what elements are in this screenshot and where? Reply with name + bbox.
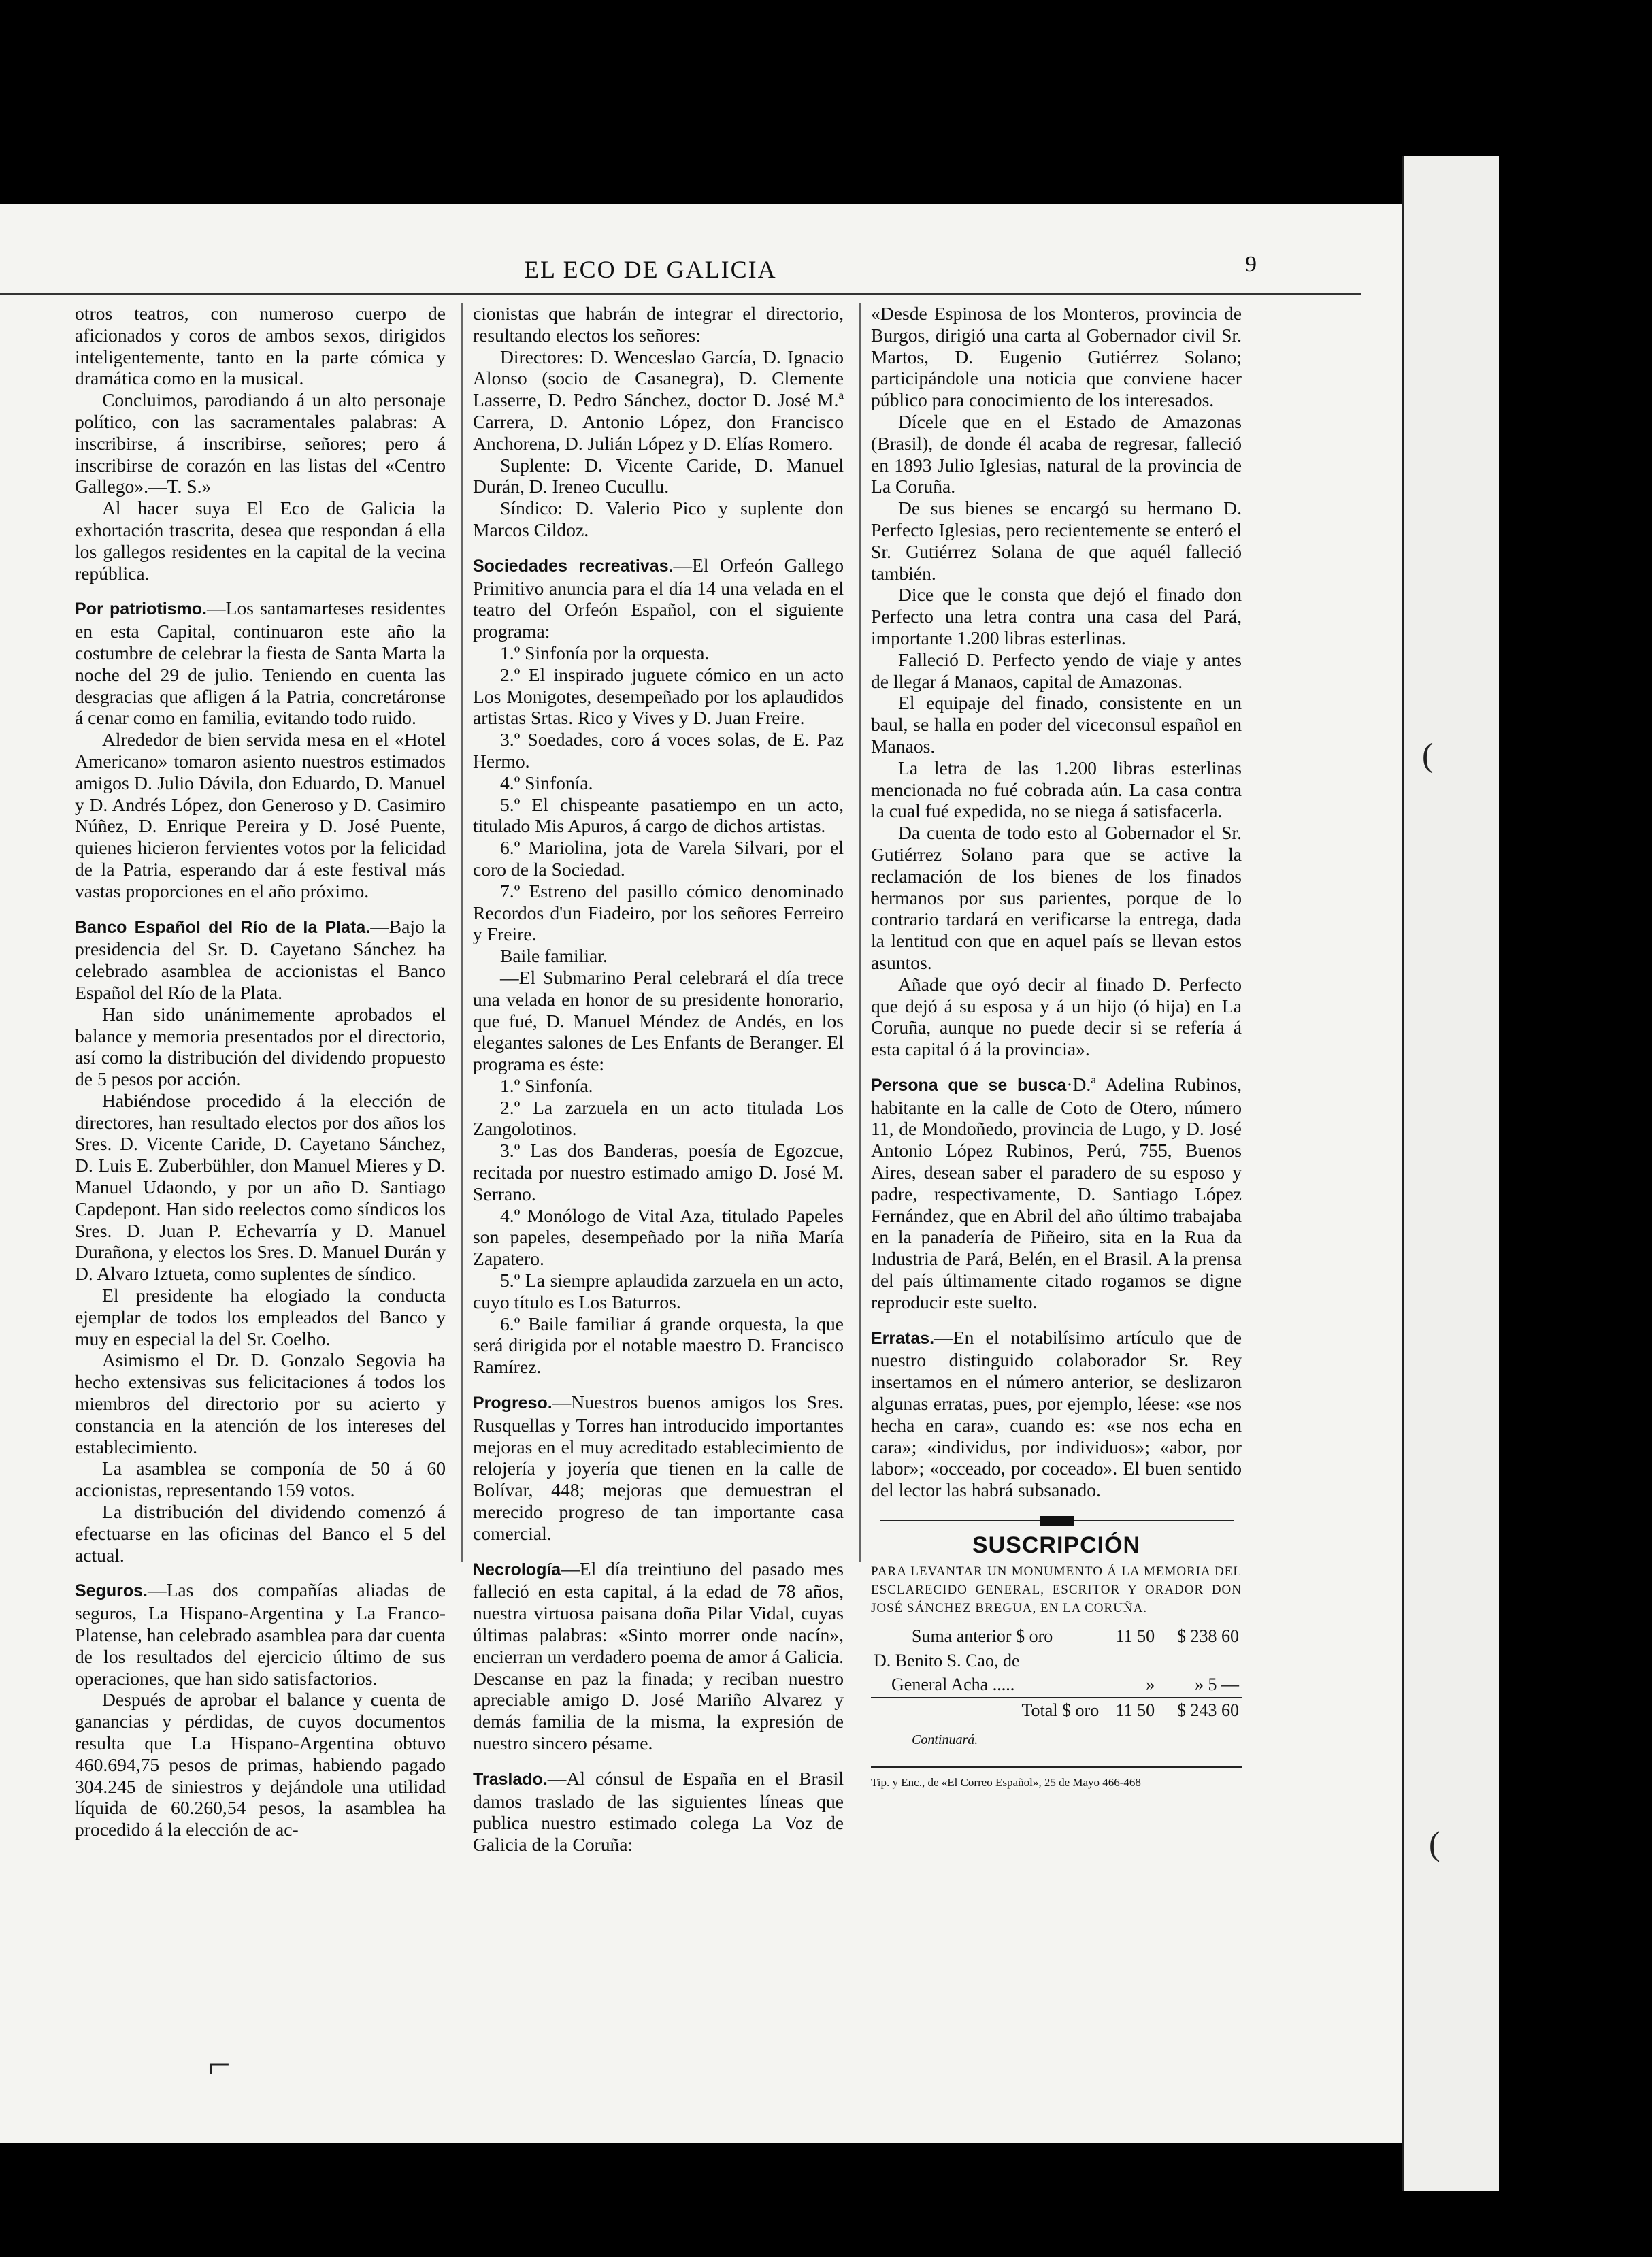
paragraph-text: El presidente ha elogiado la conducta ejemplar de todos los empleados del Banco y muy en especial la del Sr. Coelho. xyxy=(75,1285,446,1349)
section-rubric: Seguros. xyxy=(75,1581,148,1601)
article-paragraph xyxy=(75,1501,446,1566)
running-title: EL ECO DE GALICIA xyxy=(524,256,777,283)
paragraph-text: De sus bienes se encargó su hermano D. Perfecto Iglesias, pero recientemente se enteró el Sr. Gutiérrez Solana de que aquél falleció también. xyxy=(871,497,1242,584)
ledger-amount: 11 50 xyxy=(1115,1626,1155,1646)
paragraph-text: Concluimos, parodiando á un alto personaje político, con las sacramentales palabras: A inscribirse, á inscribirse, señores; pero á inscribirse de corazón en las listas del «Centro Gallego».—T. S.» xyxy=(75,389,446,497)
ledger-label: D. Benito S. Cao, de xyxy=(874,1650,1020,1670)
paragraph-text: Añade que oyó decir al finado D. Perfecto que dejó á su esposa y á un hijo (ó hija) en La Coruña, aunque no puede decir si se refería á esta capital ó á la provincia». xyxy=(871,973,1242,1060)
article-paragraph xyxy=(871,974,1242,1060)
article-paragraph xyxy=(75,389,446,497)
article-paragraph xyxy=(871,822,1242,974)
article-paragraph xyxy=(75,1689,446,1841)
article-paragraph xyxy=(473,1140,844,1204)
article-paragraph xyxy=(871,303,1242,411)
article-paragraph xyxy=(473,1270,844,1313)
article-paragraph xyxy=(75,1004,446,1090)
paragraph-text: Habiéndose procedido á la elección de directores, han resultado electos por dos años los Sres. D. Vicente Caride, D. Cayetano Sánchez, D. Luis E. Zuberbühler, don Manuel Mieres y D. Manuel Udaondo, y por un año D. Santiago Capdepont. Han sido reelectos como síndicos los Sres. D. Juan P. Echevarría y D. Manuel Durañona, y electos los Sres. D. Manuel Durán y D. Alvaro Iztueta, como suplentes de síndico. xyxy=(75,1089,446,1285)
ledger-amount: » 5 — xyxy=(1195,1675,1239,1695)
paragraph-text: 1.º Sinfonía por la orquesta. xyxy=(500,642,710,663)
paragraph-text: —El Orfeón Gallego Primitivo anuncia para el día 14 una velada en el teatro del Orfeón Español, con el siguiente programa: xyxy=(473,554,844,642)
article-paragraph-with-rubric xyxy=(871,1074,1242,1313)
article-paragraph xyxy=(871,584,1242,648)
paragraph-text: 3.º Las dos Banderas, poesía de Egozcue, recitada por nuestro estimado amigo D. José M. Serrano. xyxy=(473,1140,844,1204)
article-paragraph xyxy=(473,1075,844,1097)
article-paragraph-with-rubric xyxy=(75,1579,446,1689)
paragraph-text: —En el notabilísimo artículo que de nuestro distinguido colaborador Sr. Rey insertamos en el número anterior, se deslizaron algunas erratas, pues, por ejemplo, léese: «se nos hecha en cara», cuando es: «se nos echa en cara»; «individus, por individuos»; «abor, por labor»; «occeado, por coceado». El buen sentido del lector las habrá subsanado. xyxy=(871,1326,1242,1501)
article-paragraph xyxy=(473,880,844,945)
corner-mark: ⌐ xyxy=(208,2042,231,2087)
article-paragraph xyxy=(75,1285,446,1349)
ledger-total-amount: 11 50 xyxy=(1102,1698,1157,1723)
article-paragraph-with-rubric xyxy=(473,555,844,642)
paragraph-text: La asamblea se componía de 50 á 60 accionistas, representando 159 votos. xyxy=(75,1457,446,1501)
ledger-label: General Acha ..... xyxy=(891,1675,1015,1695)
paragraph-text: Después de aprobar el balance y cuenta de ganancias y pérdidas, de cuyos documentos resulta que La Hispano-Argentina obtuvo 460.694,75 pesos de primas, habiendo pagado 304.245 de siniestros y dejándole una utilidad líquida de 60.260,54 pesos, la asamblea ha procedido á la elección de ac- xyxy=(75,1689,446,1841)
paragraph-text: Asimismo el Dr. D. Gonzalo Segovia ha hecho extensivas sus felicitaciones á todos los miembros del directorio por su acierto y constancia en la atención de los intereses del establecimiento. xyxy=(75,1349,446,1457)
article-paragraph xyxy=(75,303,446,389)
paragraph-text: 5.º La siempre aplaudida zarzuela en un acto, cuyo título es Los Baturros. xyxy=(473,1270,844,1313)
paragraph-text: Baile familiar. xyxy=(500,945,608,967)
subscription-subtitle: PARA LEVANTAR UN MONUMENTO Á LA MEMORIA DEL ESCLARECIDO GENERAL, ESCRITOR Y ORADOR DON JOSÉ SÁNCHEZ BREGUA, EN LA CORUÑA. xyxy=(871,1564,1242,1615)
binding-mark: ( xyxy=(1429,1824,1440,1862)
article-paragraph xyxy=(473,642,844,664)
section-rubric: Banco Español del Río de la Plata. xyxy=(75,917,371,937)
ledger-amount: $ 238 60 xyxy=(1177,1626,1239,1646)
column-2 xyxy=(473,303,844,1856)
paragraph-text: —Las dos compañías aliadas de seguros, La Hispano-Argentina y La Franco-Platense, han celebrado asamblea para dar cuenta de los resultados del ejercicio último de sus operaciones, que han sido satisfactorios. xyxy=(75,1579,446,1689)
article-paragraph xyxy=(75,729,446,902)
paragraph-text: —Al cónsul de España en el Brasil damos traslado de las siguientes líneas que publica nuestro estimado colega La Voz de Galicia de la Coruña: xyxy=(473,1767,844,1856)
ledger-row xyxy=(871,1673,1242,1698)
paragraph-text: Síndico: D. Valerio Pico y suplente don Marcos Cildoz. xyxy=(473,497,844,540)
ledger-row xyxy=(871,1624,1242,1649)
article-paragraph xyxy=(473,664,844,729)
paragraph-text: 3.º Soedades, coro á voces solas, de E. Paz Hermo. xyxy=(473,729,844,772)
article-paragraph xyxy=(473,1205,844,1270)
paragraph-text: La distribución del dividendo comenzó á efectuarse en las oficinas del Banco el 5 del actual. xyxy=(75,1501,446,1566)
paragraph-text: Suplente: D. Vicente Caride, D. Manuel Durán, D. Ireneo Cucullu. xyxy=(473,454,844,497)
article-paragraph xyxy=(871,757,1242,822)
article-paragraph-with-rubric xyxy=(871,1327,1242,1501)
column-1 xyxy=(75,303,446,1841)
paragraph-text: otros teatros, con numeroso cuerpo de aficionados y coros de ambos sexos, dirigidos inteligentemente, tanto en la parte cómica y dramática como en la musical. xyxy=(75,303,446,389)
article-paragraph-with-rubric xyxy=(75,916,446,1004)
section-rubric: Sociedades recreativas. xyxy=(473,556,674,576)
article-paragraph xyxy=(473,794,844,838)
paragraph-text: Da cuenta de todo esto al Gobernador el Sr. Gutiérrez Solano para que se active la reclamación de los bienes de los finados hermanos por sus parientes, porque de lo contrario tardará en verificarse la entrega, dada la lentitud con que en aquel país se llevan estos asuntos. xyxy=(871,822,1242,973)
article-paragraph xyxy=(473,772,844,794)
paragraph-text: Al hacer suya El Eco de Galicia la exhortación trascrita, desea que respondan á ella los gallegos residentes en la capital de la vecina república. xyxy=(75,497,446,584)
article-paragraph xyxy=(473,945,844,967)
paragraph-text: 2.º La zarzuela en un acto titulada Los Zangolotinos. xyxy=(473,1096,844,1140)
column-3 xyxy=(871,303,1242,1794)
ledger-row xyxy=(871,1649,1242,1673)
paragraph-text: El equipaje del finado, consistente en un baul, se halla en poder del viceconsul español en Manaos. xyxy=(871,692,1242,757)
column-rule xyxy=(461,303,463,1562)
article-paragraph xyxy=(473,346,844,455)
paragraph-text: 6.º Mariolina, jota de Varela Silvari, por el coro de la Sociedad. xyxy=(473,837,844,880)
paragraph-text: cionistas que habrán de integrar el directorio, resultando electos los señores: xyxy=(473,303,844,346)
subscription-ledger xyxy=(871,1624,1242,1723)
article-paragraph xyxy=(473,1313,844,1378)
paragraph-text: Dícele que en el Estado de Amazonas (Brasil), de donde él acaba de regresar, falleció en 1893 Julio Iglesias, natural de la provincia de La Coruña. xyxy=(871,410,1242,497)
paragraph-text: 4.º Monólogo de Vital Aza, titulado Papeles son papeles, desempeñado por la niña María Zapatero. xyxy=(473,1204,844,1270)
paragraph-text: Directores: D. Wenceslao García, D. Ignacio Alonso (socio de Casanegra), D. Clemente Lasserre, D. Pedro Sánchez, doctor D. José M.ª Carrera, D. Antonio López, don Francisco Anchorena, D. Julián López y D. Elías Romero. xyxy=(473,346,844,454)
article-paragraph xyxy=(75,1349,446,1457)
article-paragraph xyxy=(473,837,844,880)
paragraph-text: Alrededor de bien servida mesa en el «Hotel Americano» tomaron asiento nuestros estimados amigos D. Julio Dávila, don Eduardo, D. Manuel y D. Andrés López, don Generoso y D. Casimiro Núñez, D. Enrique Pereira y D. José Puente, quienes hicieron fervientes votos por la felicidad de la Patria, esperando dar á este festival más vastas proporciones en el año próximo. xyxy=(75,729,446,902)
continued-note: Continuará. xyxy=(912,1732,978,1748)
column-rule xyxy=(859,303,861,1562)
page-header xyxy=(0,252,1361,295)
article-paragraph-with-rubric xyxy=(75,597,446,729)
section-rubric: Por patriotismo. xyxy=(75,599,208,619)
article-paragraph xyxy=(473,1097,844,1140)
ledger-amount: » xyxy=(1146,1675,1155,1695)
article-paragraph xyxy=(473,455,844,498)
paragraph-text: Falleció D. Perfecto yendo de viaje y antes de llegar á Manaos, capital de Amazonas. xyxy=(871,648,1242,692)
binding-mark: ( xyxy=(1422,736,1434,774)
page-number: 9 xyxy=(1245,252,1257,277)
ledger-total-amount: $ 243 60 xyxy=(1157,1698,1242,1723)
adjacent-page-edge xyxy=(1402,156,1499,2191)
article-paragraph xyxy=(75,1090,446,1285)
printer-imprint: Tip. y Enc., de «El Correo Español», 25 de Mayo 466-468 xyxy=(871,1766,1242,1794)
ledger-total-row xyxy=(871,1698,1242,1723)
paragraph-text: Han sido unánimemente aprobados el balance y memoria presentados por el directorio, así como la distribución del dividendo propuesto de 5 pesos por acción. xyxy=(75,1003,446,1090)
paragraph-text: 7.º Estreno del pasillo cómico denominado Recordos d'un Fiadeiro, por los señores Ferreiro y Freire. xyxy=(473,880,844,945)
section-rubric: Erratas. xyxy=(871,1328,935,1348)
article-paragraph xyxy=(871,649,1242,693)
section-rubric: Traslado. xyxy=(473,1769,548,1789)
article-paragraph-with-rubric xyxy=(473,1391,844,1545)
paragraph-text: 1.º Sinfonía. xyxy=(500,1074,593,1096)
subscription-title: SUSCRIPCIÓN xyxy=(972,1532,1141,1559)
article-paragraph xyxy=(473,967,844,1075)
paragraph-text: «Desde Espinosa de los Monteros, provincia de Burgos, dirigió una carta al Gobernador civil Sr. Martos, D. Eugenio Gutiérrez Solano; participándole una noticia que conviene hacer público para conocimiento de los interesados. xyxy=(871,303,1242,411)
paragraph-text: Dice que le consta que dejó el finado don Perfecto una letra contra una casa del Pará, importante 1.200 libras esterlinas. xyxy=(871,584,1242,648)
article-paragraph xyxy=(473,729,844,772)
paragraph-text: La letra de las 1.200 libras esterlinas mencionada no fué cobrada aún. La casa contra la cual fué expedida, no se niega á satisfacerla. xyxy=(871,757,1242,822)
article-paragraph xyxy=(75,1457,446,1501)
article-paragraph xyxy=(473,303,844,346)
paragraph-text: 6.º Baile familiar á grande orquesta, la que será dirigida por el notable maestro D. Francisco Ramírez. xyxy=(473,1313,844,1378)
article-paragraph-with-rubric xyxy=(473,1768,844,1856)
paragraph-text: 4.º Sinfonía. xyxy=(500,772,593,793)
section-rubric: Necrología xyxy=(473,1560,561,1579)
ornamental-divider xyxy=(880,1516,1234,1526)
article-paragraph xyxy=(473,497,844,541)
paragraph-text: —Bajo la presidencia del Sr. D. Cayetano Sánchez ha celebrado asamblea de accionistas el Banco Español del Río de la Plata. xyxy=(75,915,446,1003)
paragraph-text: —El Submarino Peral celebrará el día trece una velada en honor de su presidente honorario, que fué, D. Manuel Méndez de Andés, en los elegantes salones de Les Enfants de Beranger. El programa es éste: xyxy=(473,966,844,1075)
paragraph-text: —El día treintiuno del pasado mes falleció en esta capital, á la edad de 78 años, nuestra virtuosa paisana doña Pilar Vidal, cuyas últimas palabras: «Sinto morrer onde nacín», encierran un verdadero poema de amor á Galicia. Descanse en paz la finada; y reciban nuestro apreciable amigo D. José Mariño Alvarez y demás familia de la misma, la expresión de nuestro sincero pésame. xyxy=(473,1558,844,1753)
article-paragraph xyxy=(871,497,1242,584)
ledger-total-label: Total $ oro xyxy=(871,1698,1102,1723)
paragraph-text: 2.º El inspirado juguete cómico en un acto Los Monigotes, desempeñado por los aplaudidos artistas Srtas. Rico y Vives y D. Juan Freire. xyxy=(473,663,844,729)
article-paragraph xyxy=(75,497,446,584)
paragraph-text: —Los santamarteses residentes en esta Capital, continuaron este año la costumbre de celebrar la fiesta de Santa Marta la noche del 29 de julio. Teniendo en cuenta las desgracias que afligen á la Patria, concretáronse á cenar como en familia, evitando todo ruido. xyxy=(75,597,446,729)
article-paragraph xyxy=(871,411,1242,497)
article-paragraph-with-rubric xyxy=(473,1558,844,1754)
section-rubric: Progreso. xyxy=(473,1394,552,1413)
paragraph-text: ·D.ª Adelina Rubinos, habitante en la calle de Coto de Otero, número 11, de Mondoñedo, provincia de Lugo, y D. José Antonio López Rubinos, Perú, 755, Buenos Aires, desean saber el paradero de su esposo y padre, respectivamente, D. Santiago López Fernández, que en Abril del año último trabajaba en la panadería de Piñeiro, sita en la Rua da Industria de Pará, Belén, en el Brasil. A la prensa del país últimamente citado rogamos se digne reproducir este suelto. xyxy=(871,1073,1242,1313)
paragraph-text: —Nuestros buenos amigos los Sres. Rusquellas y Torres han introducido importantes mejoras en el muy acreditado establecimiento de relojería y joyería que tienen en la calle de Bolívar, 448; mejoras que demuestran el merecido progreso de tan importante casa comercial. xyxy=(473,1391,844,1544)
newspaper-page xyxy=(0,204,1497,2143)
article-paragraph xyxy=(871,692,1242,757)
paragraph-text: 5.º El chispeante pasatiempo en un acto, titulado Mis Apuros, á cargo de dichos artistas. xyxy=(473,793,844,837)
section-rubric: Persona que se busca xyxy=(871,1075,1067,1095)
ledger-label: Suma anterior $ oro xyxy=(912,1626,1053,1646)
